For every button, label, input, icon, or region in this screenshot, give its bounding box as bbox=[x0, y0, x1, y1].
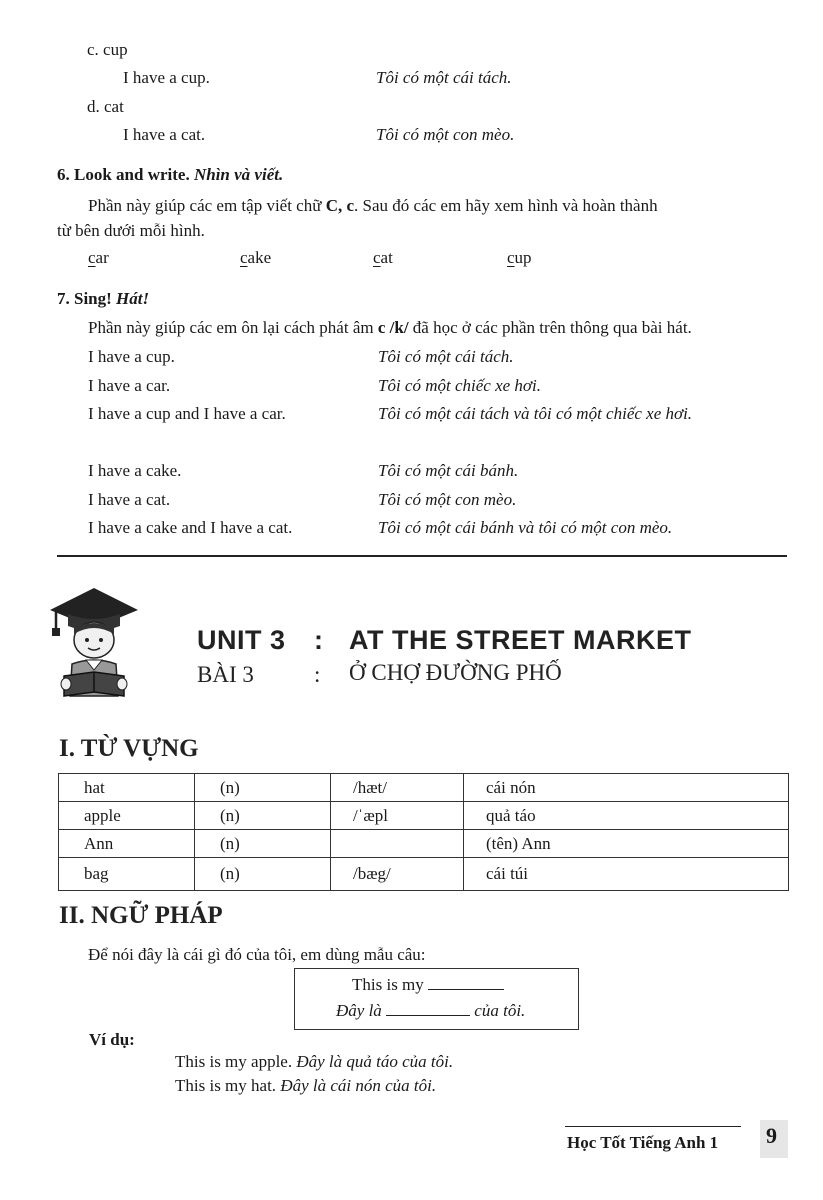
ex7-title-vi: Hát! bbox=[116, 289, 150, 308]
vocab-word: apple bbox=[59, 802, 195, 830]
word-cup-rest: up bbox=[514, 248, 532, 267]
vocab-meaning: cái túi bbox=[464, 858, 789, 891]
vocab-pos: (n) bbox=[195, 830, 331, 858]
pattern-blank-en bbox=[428, 988, 504, 990]
vocab-heading: I. TỪ VỰNG bbox=[59, 735, 199, 762]
table-row bbox=[59, 830, 789, 858]
ex6-title-vi: Nhìn và viết. bbox=[193, 165, 284, 184]
pattern-vi-b: của tôi. bbox=[474, 1001, 526, 1020]
word-car-first: c bbox=[88, 248, 96, 267]
ex6-desc-line1 bbox=[88, 196, 658, 216]
bai-colon: : bbox=[314, 662, 321, 687]
song-en-2: I have a car. bbox=[88, 376, 171, 395]
pattern-en-text: This is my bbox=[352, 975, 424, 994]
vocab-pos: (n) bbox=[195, 802, 331, 830]
vocab-ipa bbox=[331, 830, 464, 858]
word-cat-rest: at bbox=[380, 248, 393, 267]
vocab-ipa: /ˈæpl bbox=[331, 802, 464, 830]
table-row bbox=[59, 774, 789, 802]
word-cat-first: c bbox=[373, 248, 381, 267]
song-vi-6: Tôi có một cái bánh và tôi có một con mèo. bbox=[378, 518, 673, 537]
grammar-heading: II. NGỮ PHÁP bbox=[59, 902, 223, 929]
word-car-rest: ar bbox=[95, 248, 109, 267]
vocab-pos: (n) bbox=[195, 774, 331, 802]
word-cat bbox=[373, 248, 393, 268]
example-label: Ví dụ: bbox=[89, 1030, 135, 1049]
vocab-pos: (n) bbox=[195, 858, 331, 891]
vocab-meaning: (tên) Ann bbox=[464, 830, 789, 858]
ex6-title: 6. Look and write. bbox=[57, 165, 190, 184]
song-vi-4: Tôi có một cái bánh. bbox=[378, 461, 519, 480]
pattern-blank-vi bbox=[386, 1014, 470, 1016]
word-cup bbox=[507, 248, 532, 268]
ex6-desc-a: Phần này giúp các em tập viết chữ bbox=[88, 196, 322, 215]
bai-title: Ở CHỢ ĐƯỜNG PHỐ bbox=[349, 660, 562, 685]
item-letter-d: d. cat bbox=[87, 97, 124, 116]
unit-number: UNIT 3 bbox=[197, 625, 286, 655]
ex7-desc-b: đã học ở các phần trên thông qua bài hát. bbox=[412, 318, 692, 337]
student-mascot-icon bbox=[44, 580, 144, 698]
song-en-5: I have a cat. bbox=[88, 490, 171, 509]
song-vi-1: Tôi có một cái tách. bbox=[378, 347, 514, 366]
ex7-heading bbox=[57, 289, 149, 309]
grammar-intro: Để nói đây là cái gì đó của tôi, em dùng mẫu câu: bbox=[88, 945, 426, 964]
page-number: 9 bbox=[766, 1123, 777, 1148]
ex6-desc-b: . Sau đó các em hãy xem hình và hoàn thành bbox=[354, 196, 658, 215]
example-2 bbox=[175, 1076, 436, 1096]
section-divider bbox=[57, 555, 787, 557]
ex7-desc bbox=[88, 318, 692, 338]
item-en-c: I have a cup. bbox=[123, 68, 210, 87]
song-vi-5: Tôi có một con mèo. bbox=[378, 490, 517, 509]
word-car bbox=[88, 248, 109, 268]
table-row bbox=[59, 858, 789, 891]
table-row bbox=[59, 802, 789, 830]
example-1 bbox=[175, 1052, 453, 1072]
word-cake bbox=[240, 248, 271, 268]
item-en-d: I have a cat. bbox=[123, 125, 206, 144]
item-vi-d: Tôi có một con mèo. bbox=[376, 125, 515, 144]
vocab-table bbox=[58, 773, 789, 891]
footer-rule bbox=[565, 1126, 741, 1127]
vocab-meaning: quả táo bbox=[464, 802, 789, 830]
pattern-en bbox=[352, 975, 504, 995]
vocab-word: bag bbox=[59, 858, 195, 891]
song-vi-3: Tôi có một cái tách và tôi có một chiếc xe hơi. bbox=[378, 404, 693, 423]
example-2-en: This is my hat. bbox=[175, 1076, 277, 1095]
unit-title: AT THE STREET MARKET bbox=[349, 625, 692, 655]
footer-book-title: Học Tốt Tiếng Anh 1 bbox=[567, 1133, 719, 1152]
song-en-3: I have a cup and I have a car. bbox=[88, 404, 286, 423]
item-letter-c: c. cup bbox=[87, 40, 128, 59]
ex6-desc-letters: C, c bbox=[325, 196, 355, 215]
song-en-1: I have a cup. bbox=[88, 347, 175, 366]
ex7-desc-a: Phần này giúp các em ôn lại cách phát âm bbox=[88, 318, 374, 337]
vocab-ipa: /bæg/ bbox=[331, 858, 464, 891]
vocab-word: Ann bbox=[59, 830, 195, 858]
word-cake-rest: ake bbox=[247, 248, 272, 267]
vocab-meaning: cái nón bbox=[464, 774, 789, 802]
vocab-word: hat bbox=[59, 774, 195, 802]
vocab-ipa: /hæt/ bbox=[331, 774, 464, 802]
song-vi-2: Tôi có một chiếc xe hơi. bbox=[378, 376, 541, 395]
song-en-4: I have a cake. bbox=[88, 461, 182, 480]
example-1-vi: Đây là quả táo của tôi. bbox=[296, 1052, 454, 1071]
pattern-vi bbox=[336, 1001, 525, 1021]
example-2-vi: Đây là cái nón của tôi. bbox=[280, 1076, 437, 1095]
pattern-vi-a: Đây là bbox=[336, 1001, 382, 1020]
bai-number: BÀI 3 bbox=[197, 662, 254, 687]
item-vi-c: Tôi có một cái tách. bbox=[376, 68, 512, 87]
word-cake-first: c bbox=[240, 248, 248, 267]
ex7-desc-sound: c /k/ bbox=[377, 318, 409, 337]
ex7-title: 7. Sing! bbox=[57, 289, 112, 308]
ex6-desc-line2: từ bên dưới mỗi hình. bbox=[57, 221, 205, 240]
unit-colon: : bbox=[314, 625, 324, 655]
ex6-heading bbox=[57, 165, 283, 185]
example-1-en: This is my apple. bbox=[175, 1052, 293, 1071]
song-en-6: I have a cake and I have a cat. bbox=[88, 518, 293, 537]
word-cup-first: c bbox=[507, 248, 515, 267]
